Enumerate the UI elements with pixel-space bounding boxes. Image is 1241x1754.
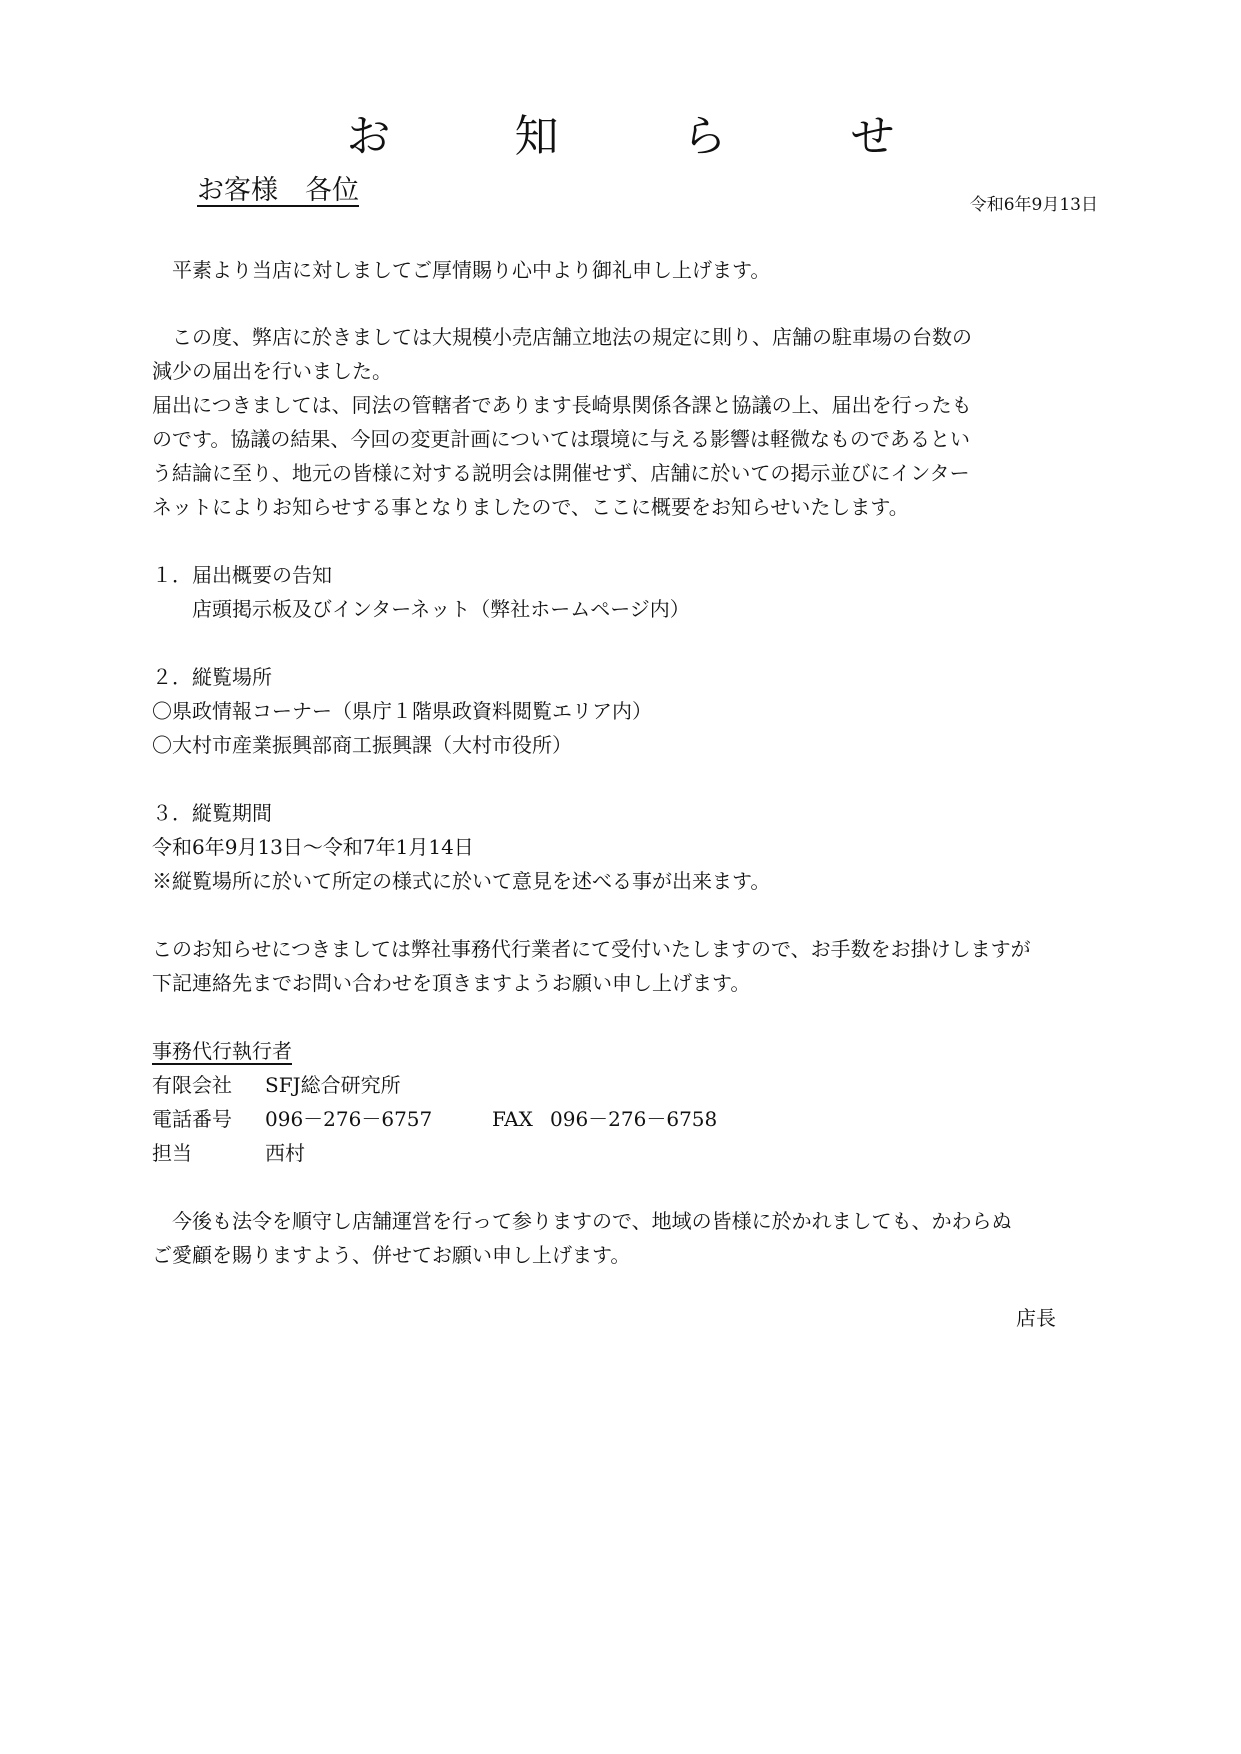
- contact-intro-line: このお知らせにつきましては弊社事務代行業者にて受付いたしますので、お手数をお掛けしますが: [152, 937, 1031, 961]
- section-heading: ２．縦覧場所: [152, 665, 272, 689]
- closing-line: 今後も法令を順守し店舗運営を行って参りますので、地域の皆様に於かれましても、かわらぬ: [152, 1209, 1012, 1233]
- section-line: ※縦覧場所に於いて所定の様式に於いて意見を述べる事が出来ます。: [152, 869, 771, 893]
- addressee: お客様 各位: [197, 175, 359, 206]
- body-line: う結論に至り、地元の皆様に対する説明会は開催せず、店舗に於いての掲示並びにインター: [152, 461, 970, 485]
- greeting: 平素より当店に対しましてご厚情賜り心中より御礼申し上げます。: [152, 258, 771, 282]
- company-name: SFJ総合研究所: [265, 1073, 401, 1097]
- company-label: 有限会社: [152, 1073, 232, 1097]
- body-line: ネットによりお知らせする事となりましたので、ここに概要をお知らせいたします。: [152, 495, 909, 519]
- section-line: 店頭掲示板及びインターネット（弊社ホームページ内）: [152, 597, 690, 621]
- fax-number: 096－276－6758: [550, 1107, 718, 1131]
- phone-number: 096－276－6757: [265, 1107, 433, 1131]
- body-line: 減少の届出を行いました。: [152, 359, 392, 383]
- document-date: 令和6年9月13日: [969, 195, 1098, 215]
- fax-label: FAX: [492, 1107, 533, 1131]
- closing-line: ご愛顧を賜りますよう、併せてお願い申し上げます。: [152, 1243, 631, 1267]
- person-label: 担当: [152, 1141, 192, 1165]
- signature: 店長: [1016, 1306, 1056, 1330]
- section-line: 〇大村市産業振興部商工振興課（大村市役所）: [152, 733, 572, 757]
- body-line: この度、弊店に於きましては大規模小売店舗立地法の規定に則り、店舗の駐車場の台数の: [152, 325, 972, 349]
- body-line: 届出につきましては、同法の管轄者であります長崎県関係各課と協議の上、届出を行ったも: [152, 393, 972, 417]
- section-line: 令和6年9月13日～令和7年1月14日: [152, 835, 474, 859]
- section-line: 〇県政情報コーナー（県庁１階県政資料閲覧エリア内）: [152, 699, 652, 723]
- person-name: 西村: [265, 1141, 305, 1165]
- contact-heading: 事務代行執行者: [152, 1039, 292, 1063]
- document-title: お 知 ら せ: [346, 111, 935, 162]
- contact-intro-line: 下記連絡先までお問い合わせを頂きますようお願い申し上げます。: [152, 971, 751, 995]
- body-line: のです。協議の結果、今回の変更計画については環境に与える影響は軽微なものであるとい: [152, 427, 970, 451]
- section-heading: ３．縦覧期間: [152, 801, 272, 825]
- section-heading: １．届出概要の告知: [152, 563, 332, 587]
- phone-label: 電話番号: [152, 1107, 232, 1131]
